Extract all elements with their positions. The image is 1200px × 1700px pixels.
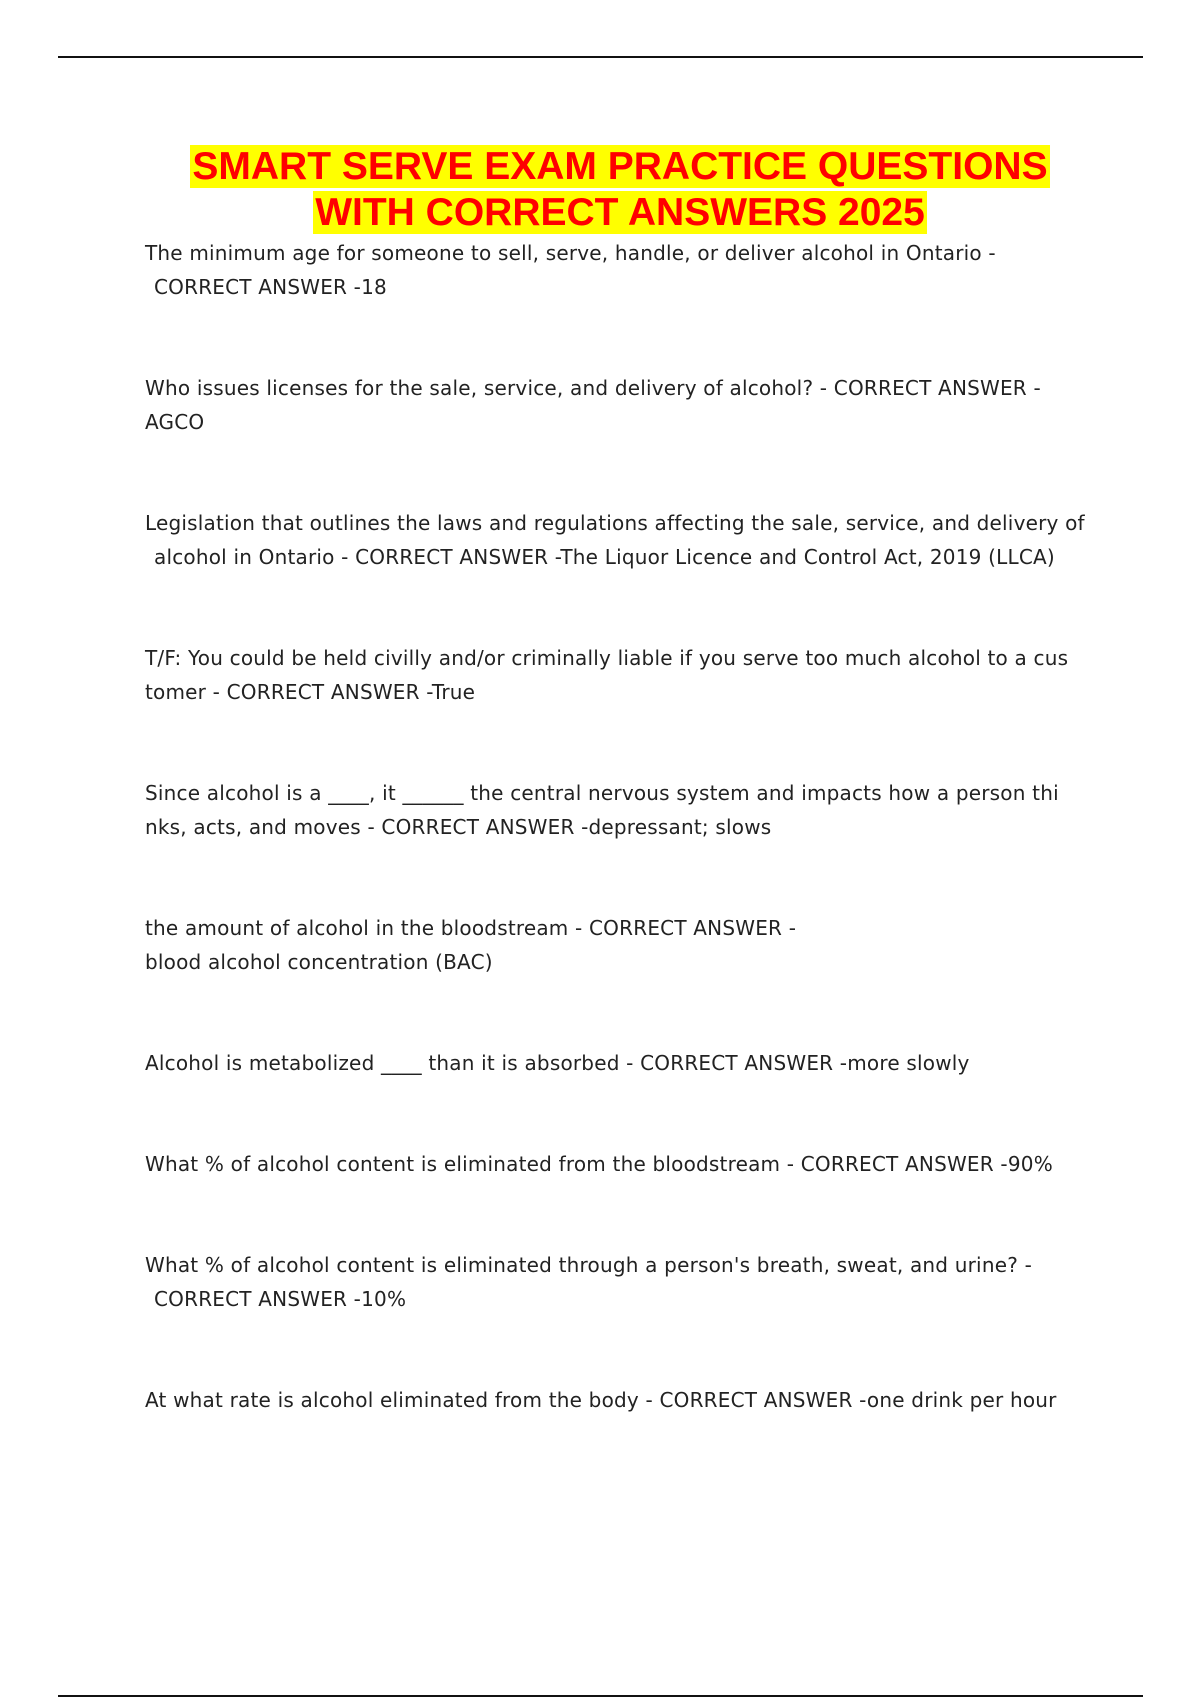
qa-item (145, 776, 1090, 844)
qa-answer-line: CORRECT ANSWER -10% (154, 1287, 407, 1311)
qa-question-line: What % of alcohol content is eliminated through a person's breath, sweat, and urine? - (145, 1253, 1032, 1277)
qa-answer-line: nks, acts, and moves - CORRECT ANSWER -depressant; slows (145, 815, 772, 839)
qa-item (145, 911, 1090, 979)
qa-question-line: Legislation that outlines the laws and regulations affecting the sale, service, and delivery of (145, 511, 1085, 535)
qa-answer-line: tomer - CORRECT ANSWER -True (145, 680, 476, 704)
qa-item (145, 1248, 1090, 1316)
title-line-2: WITH CORRECT ANSWERS 2025 (315, 191, 925, 234)
qa-item (145, 1147, 1090, 1181)
top-divider (58, 56, 1143, 58)
qa-item (145, 236, 1090, 304)
qa-answer-line: AGCO (145, 410, 205, 434)
qa-question-line: Who issues licenses for the sale, service, and delivery of alcohol? - CORRECT ANSWER - (145, 376, 1041, 400)
document-title (100, 144, 1140, 236)
bottom-divider (58, 1695, 1143, 1697)
qa-item (145, 641, 1090, 709)
qa-question-line: the amount of alcohol in the bloodstream - CORRECT ANSWER - (145, 916, 797, 940)
qa-question-line: The minimum age for someone to sell, serve, handle, or deliver alcohol in Ontario - (145, 241, 996, 265)
qa-question-line: Since alcohol is a ____, it ______ the central nervous system and impacts how a person thi (145, 781, 1059, 805)
qa-answer-line: alcohol in Ontario - CORRECT ANSWER -The Liquor Licence and Control Act, 2019 (LLCA) (154, 545, 1055, 569)
title-line-1: SMART SERVE EXAM PRACTICE QUESTIONS (192, 145, 1048, 188)
qa-question-line: What % of alcohol content is eliminated from the bloodstream - CORRECT ANSWER -90% (145, 1152, 1053, 1176)
qa-item (145, 371, 1090, 439)
qa-item (145, 506, 1090, 574)
qa-item (145, 1383, 1090, 1417)
qa-answer-line: blood alcohol concentration (BAC) (145, 950, 493, 974)
qa-answer-line: CORRECT ANSWER -18 (154, 275, 387, 299)
qa-question-line: T/F: You could be held civilly and/or criminally liable if you serve too much alcohol to a cus (145, 646, 1069, 670)
qa-question-line: At what rate is alcohol eliminated from the body - CORRECT ANSWER -one drink per hour (145, 1388, 1057, 1412)
qa-item (145, 1046, 1090, 1080)
qa-question-line: Alcohol is metabolized ____ than it is absorbed - CORRECT ANSWER -more slowly (145, 1051, 970, 1075)
